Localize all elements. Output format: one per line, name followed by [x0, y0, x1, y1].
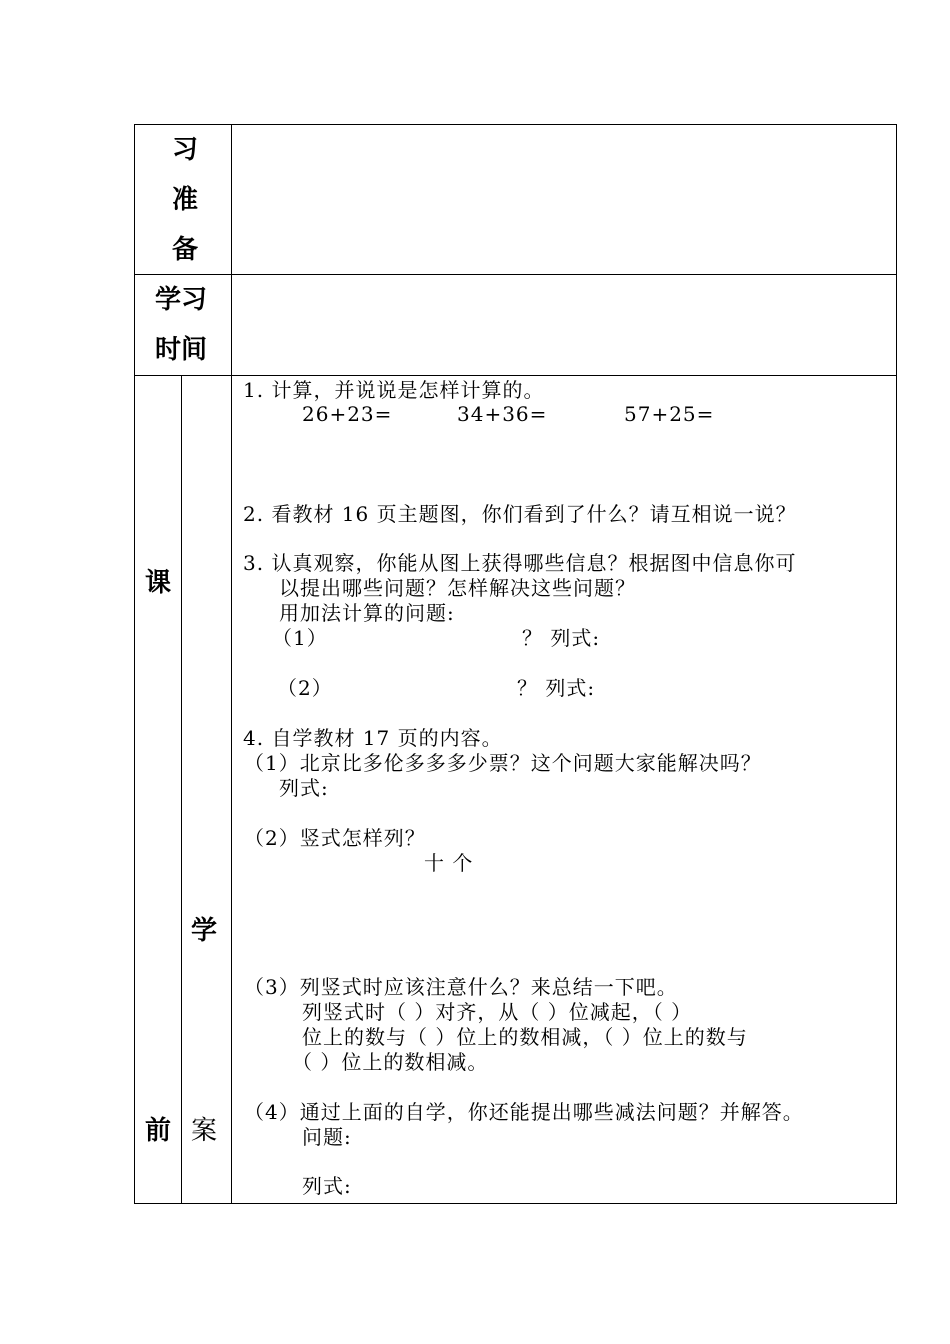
- q3-line-3: 用加法计算的问题:: [279, 601, 455, 625]
- q4-3-line-1: 列竖式时（ ）对齐，从（ ）位减起，（ ）: [302, 1000, 693, 1024]
- q4-4-question-label: 问题:: [302, 1125, 352, 1149]
- sublabel-column-divider: [181, 375, 182, 1204]
- q3-sub1-tail: ？ 列式:: [522, 626, 601, 650]
- q3-sub2-tail: ？ 列式:: [517, 676, 596, 700]
- ke-label: 课: [145, 568, 172, 598]
- an-label: 案: [191, 1116, 218, 1146]
- prep-label-char-3: 备: [172, 235, 199, 265]
- table-right-border: [896, 124, 897, 1204]
- q4-title: 4. 自学教材 17 页的内容。: [243, 726, 503, 750]
- label-column-divider: [231, 124, 232, 1204]
- table-left-border: [134, 124, 135, 1204]
- prep-label-char-1: 习: [172, 135, 199, 165]
- q4-4-text: （4）通过上面的自学，你还能提出哪些减法问题？并解答。: [244, 1100, 804, 1124]
- q1-title: 1. 计算，并说说是怎样计算的。: [243, 378, 545, 402]
- q4-2-text: （2）竖式怎样列？: [244, 826, 426, 850]
- prep-label-char-2: 准: [172, 185, 199, 215]
- xue-label: 学: [191, 916, 218, 946]
- time-label-line-2: 时间: [155, 335, 208, 365]
- qian-label: 前: [145, 1116, 172, 1146]
- q1-expression-2: 34+36=: [457, 402, 548, 426]
- q2-text: 2. 看教材 16 页主题图，你们看到了什么？请互相说一说？: [243, 502, 797, 526]
- q1-expression-1: 26+23=: [302, 402, 393, 426]
- q3-line-1: 3. 认真观察，你能从图上获得哪些信息？根据图中信息你可: [243, 551, 797, 575]
- q4-2-place-headers: 十 个: [424, 851, 474, 875]
- q4-3-text: （3）列竖式时应该注意什么？来总结一下吧。: [244, 975, 678, 999]
- q4-3-line-2: 位上的数与（ ）位上的数相减，（ ）位上的数与: [302, 1025, 748, 1049]
- row-divider-1: [134, 274, 897, 275]
- q4-1-formula-label: 列式:: [279, 776, 329, 800]
- time-label-line-1: 学习: [155, 285, 208, 315]
- q3-sub1-number: （1）: [272, 626, 328, 650]
- q1-expression-3: 57+25=: [624, 402, 715, 426]
- q4-3-line-3: （ ）位上的数相减。: [292, 1050, 489, 1074]
- q4-1-text: （1）北京比多伦多多多少票？这个问题大家能解决吗？: [244, 751, 762, 775]
- q3-sub2-number: （2）: [277, 676, 333, 700]
- table-top-border: [134, 124, 897, 125]
- q4-4-formula-label: 列式:: [302, 1174, 352, 1198]
- q3-line-2: 以提出哪些问题？怎样解决这些问题？: [279, 576, 636, 600]
- table-bottom-border: [134, 1203, 897, 1204]
- row-divider-2: [134, 375, 897, 376]
